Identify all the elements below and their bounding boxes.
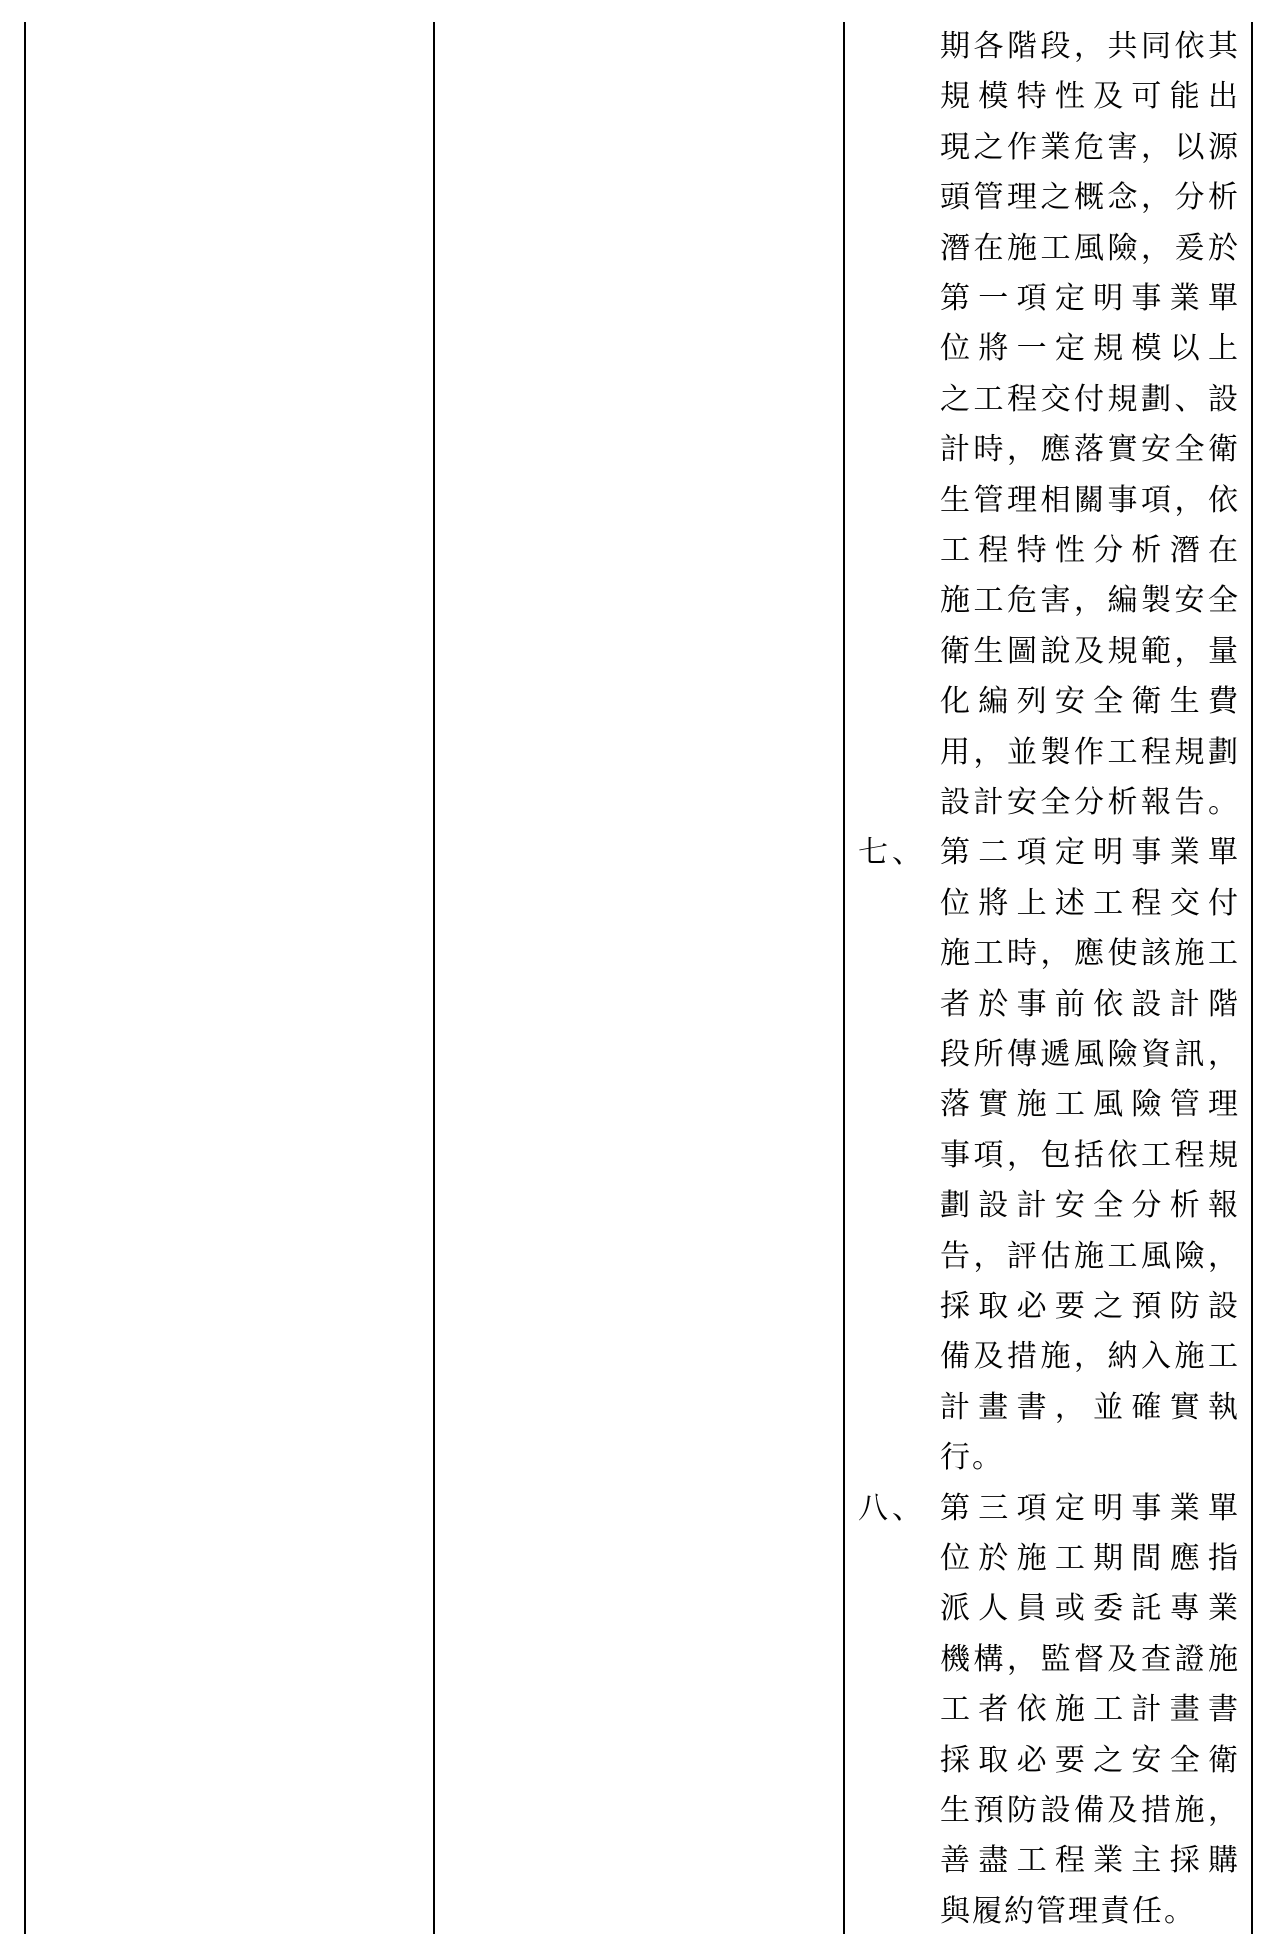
line-text: 用，並製作工程規劃 — [940, 734, 1240, 770]
line-text: 機構，監督及查證施 — [940, 1641, 1240, 1677]
line-text: 善盡工程業主採購 — [940, 1843, 1240, 1879]
line-text: 位於施工期間應指 — [940, 1541, 1240, 1576]
line-text: 告，評估施工風險， — [940, 1238, 1240, 1274]
table-border-left — [24, 22, 26, 1934]
line-text: 採取必要之安全衛 — [940, 1742, 1240, 1778]
line-text: 位將上述工程交付 — [940, 885, 1240, 921]
line-text: 生預防設備及措施， — [940, 1793, 1240, 1828]
line-text: 規模特性及可能出 — [940, 79, 1240, 115]
line-text: 生管理相關事項，依 — [940, 482, 1240, 518]
line-text: 劃設計安全分析報 — [940, 1188, 1240, 1224]
line-text: 段所傳遞風險資訊， — [940, 1037, 1240, 1072]
line-text: 計畫書，並確實執 — [940, 1389, 1240, 1425]
line-text: 衛生圖說及規範，量 — [940, 633, 1240, 669]
line-text: 工程特性分析潛在 — [940, 533, 1240, 568]
line-text: 計時，應落實安全衛 — [940, 432, 1240, 468]
line-text: 期各階段，共同依其 — [940, 29, 1240, 64]
line-text: 設計安全分析報告。 — [940, 785, 1240, 820]
line-text: 潛在施工風險，爰於 — [940, 230, 1240, 266]
table-divider-1 — [433, 22, 435, 1934]
line-text: 行。 — [940, 1440, 1004, 1476]
line-text: 與履約管理責任。 — [940, 1893, 1196, 1929]
table-border-right — [1251, 22, 1253, 1934]
line-text: 派人員或委託專業 — [940, 1591, 1240, 1627]
list-marker: 八、 — [858, 1490, 926, 1526]
line-text: 第三項定明事業單 — [940, 1490, 1240, 1526]
line-text: 現之作業危害，以源 — [940, 129, 1240, 165]
list-marker: 七、 — [858, 835, 926, 871]
line-text: 施工危害，編製安全 — [940, 583, 1240, 619]
table-divider-2 — [843, 22, 845, 1934]
line-text: 者於事前依設計階 — [940, 986, 1240, 1022]
line-text: 落實施工風險管理 — [940, 1087, 1240, 1123]
line-text: 第二項定明事業單 — [940, 835, 1240, 871]
line-text: 備及措施，納入施工 — [940, 1339, 1240, 1375]
line-text: 第一項定明事業單 — [940, 281, 1240, 316]
line-text: 化編列安全衛生費 — [940, 684, 1240, 720]
line-text: 頭管理之概念，分析 — [940, 180, 1240, 216]
line-text: 事項，包括依工程規 — [940, 1137, 1240, 1173]
line-text: 施工時，應使該施工 — [940, 936, 1240, 972]
line-text: 採取必要之預防設 — [940, 1289, 1240, 1324]
line-text: 位將一定規模以上 — [940, 331, 1240, 367]
line-text: 工者依施工計畫書 — [940, 1692, 1240, 1728]
line-text: 之工程交付規劃、設 — [940, 381, 1240, 417]
